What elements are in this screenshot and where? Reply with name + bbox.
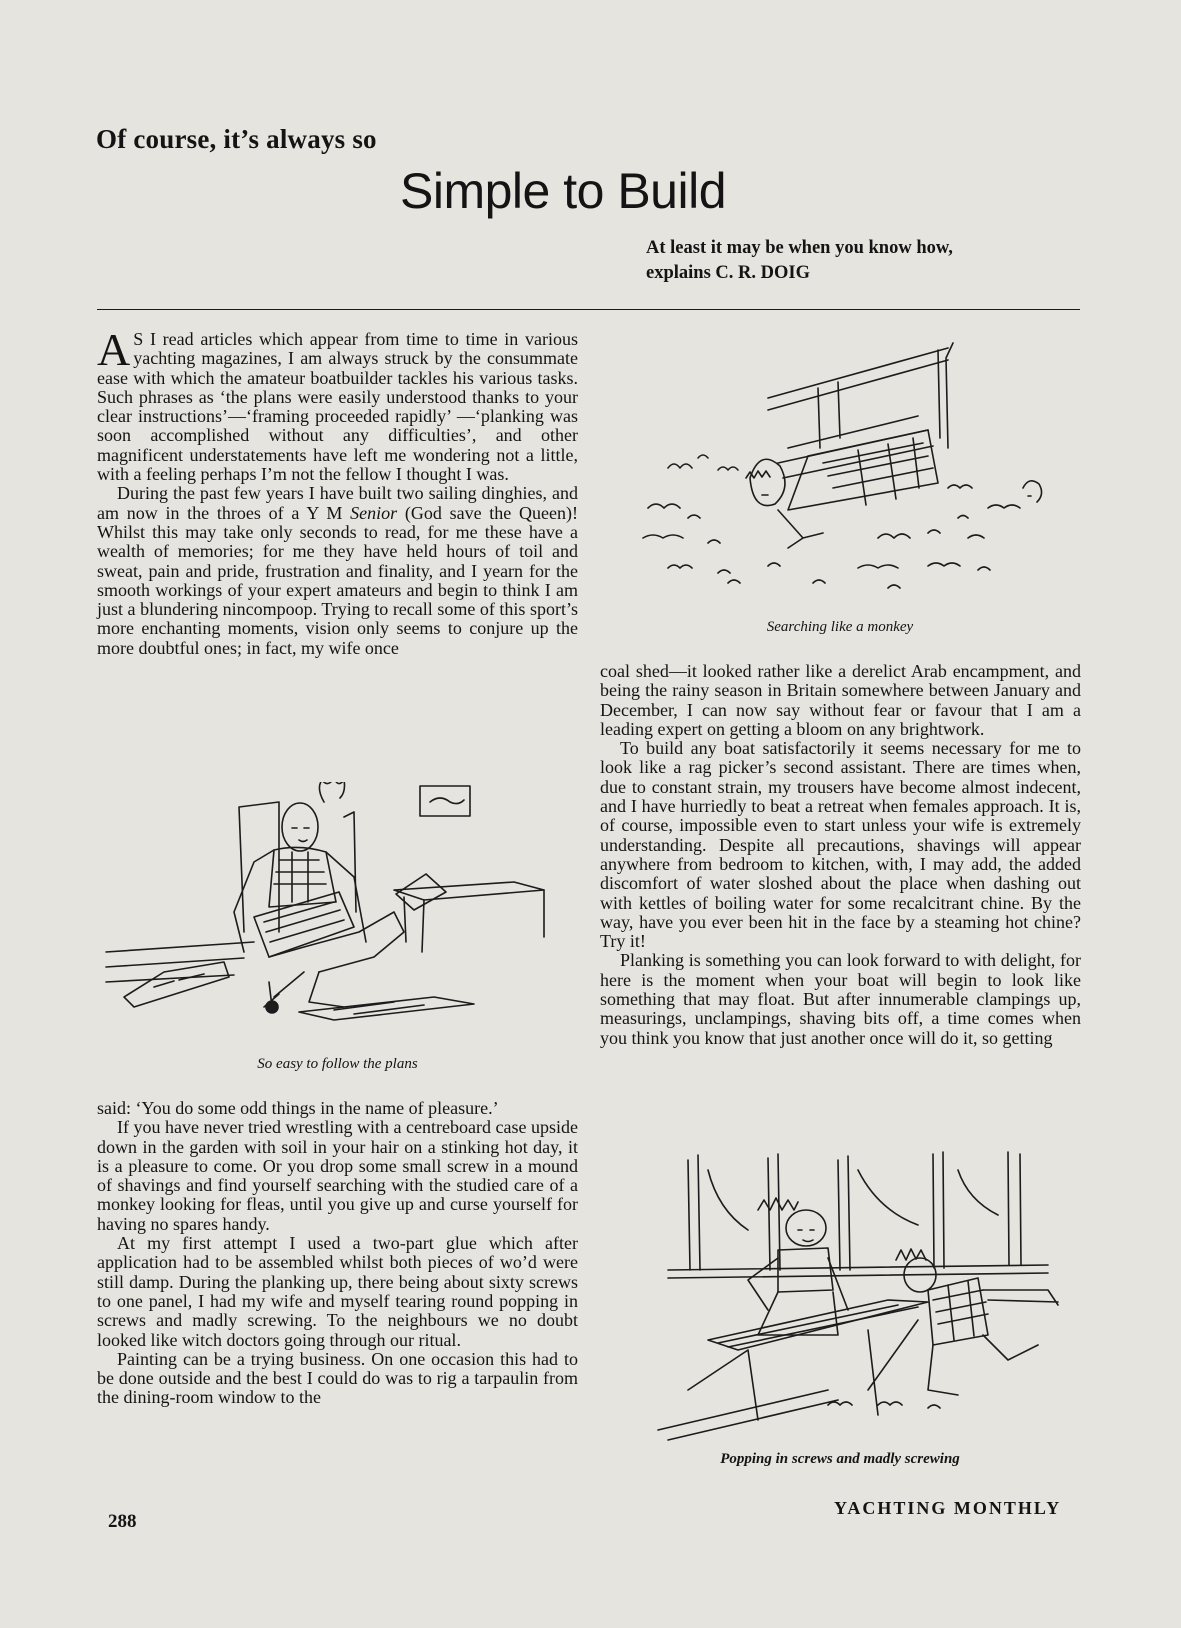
monkey-caption: Searching like a monkey — [766, 619, 914, 635]
standfirst-line: At least it may be when you know how, — [646, 238, 953, 258]
left-column-top — [97, 324, 578, 658]
paragraph: said: ‘You do some odd things in the name of pleasure.’ — [97, 1098, 499, 1118]
headline: Simple to Build — [400, 163, 726, 219]
right-column-top — [600, 662, 1081, 1048]
standfirst-byline: explains C. R. DOIG — [646, 263, 810, 283]
paragraph-text: S I read articles which appear from time to time in various yachting magazines, I am always struck by the consummate ease with which the amateur boatbuilder tackles his various tasks. Such phrases as ‘the plans were easily understood thanks to your clear instructions’—‘framing proceeded rapidly’ —‘planking was soon accomplished without any difficulties’, and other magnificent understatements have left me wondering not a little, with a feeling perhaps I’m not the fellow I thought I was. — [97, 329, 578, 485]
paragraph: coal shed—it looked rather like a derelict Arab encampment, and being the rainy season in Britain somewhere between January and December, I can now say without fear or favour that I am a leading expert on getting a bloom on any brightwork. — [600, 661, 1081, 739]
header-rule — [97, 309, 1080, 310]
standfirst — [646, 236, 953, 286]
paragraph — [97, 484, 578, 658]
plans-illustration — [104, 782, 564, 1037]
paragraph: At my first attempt I used a two-part glue which after application had to be assembled whilst both pieces of wo’d were still damp. During the planking up, there being about sixty screws to one panel, I had my wife and myself tearing round popping in screws and madly screwing. To the neighbours we no doubt looked like witch doctors going through our ritual. — [97, 1233, 578, 1350]
magazine-name: YACHTING MONTHLY — [834, 1498, 1062, 1518]
screwing-illustration — [628, 1150, 1068, 1450]
paragraph-text: (God save the Queen)! Whilst this may take only seconds to read, for me these have a wealth of memories; for me they have held hours of toil and sweat, pain and pride, frustration and finality, and I yearn for the smooth workings of your expert amateurs and begin to think I am just a blundering nincompoop. Trying to recall some of this sport’s more enchanting moments, vision only seems to conjure up the more doubtful ones; in fact, my wife once — [97, 502, 578, 658]
kicker: Of course, it’s always so — [96, 124, 377, 154]
left-column-bottom — [97, 1099, 578, 1408]
paragraph: Painting can be a trying business. On one occasion this had to be done outside and the best I could do was to rig a tarpaulin from the dining-room window to the — [97, 1348, 578, 1408]
paragraph: If you have never tried wrestling with a centreboard case upside down in the garden with soil in your hair on a stinking hot day, it is a pleasure to come. Or you drop some small screw in a mound of shavings and find yourself searching with the studied care of a monkey looking for fleas, until you give up and curse yourself for having no spares handy. — [97, 1117, 578, 1234]
monkey-illustration — [628, 338, 1068, 608]
plans-caption: So easy to follow the plans — [257, 1056, 418, 1072]
drop-cap: A — [97, 324, 131, 375]
boat-name: Senior — [350, 502, 398, 523]
paragraph-text: During the past few years I have built two sailing dinghies, and am now in the throes of a Y M — [97, 483, 578, 523]
paragraph: Planking is something you can look forward to with delight, for here is the moment when your boat will begin to look like something that may float. But after innumerable clampings up, measurings, unclampings, shaving bits off, a time comes when you think you know that just another once will do it, so getting — [600, 950, 1081, 1048]
paragraph: To build any boat satisfactorily it seems necessary for me to look like a rag picker’s second assistant. There are times when, due to constant strain, my trousers have become almost indecent, and I have hurriedly to beat a retreat when females approach. It is, of course, impossible even to start unless your wife is extremely understanding. Despite all precautions, shavings will appear anywhere from bedroom to kitchen, with, I may add, the added discomfort of water sloshed about the place when dashing out with kettles of boiling water for some recalcitrant chine. By the way, have you ever been hit in the face by a steaming hot chine? Try it! — [600, 738, 1081, 952]
page-number: 288 — [108, 1511, 137, 1532]
screwing-caption: Popping in screws and madly screwing — [720, 1451, 960, 1467]
paragraph — [97, 324, 578, 485]
